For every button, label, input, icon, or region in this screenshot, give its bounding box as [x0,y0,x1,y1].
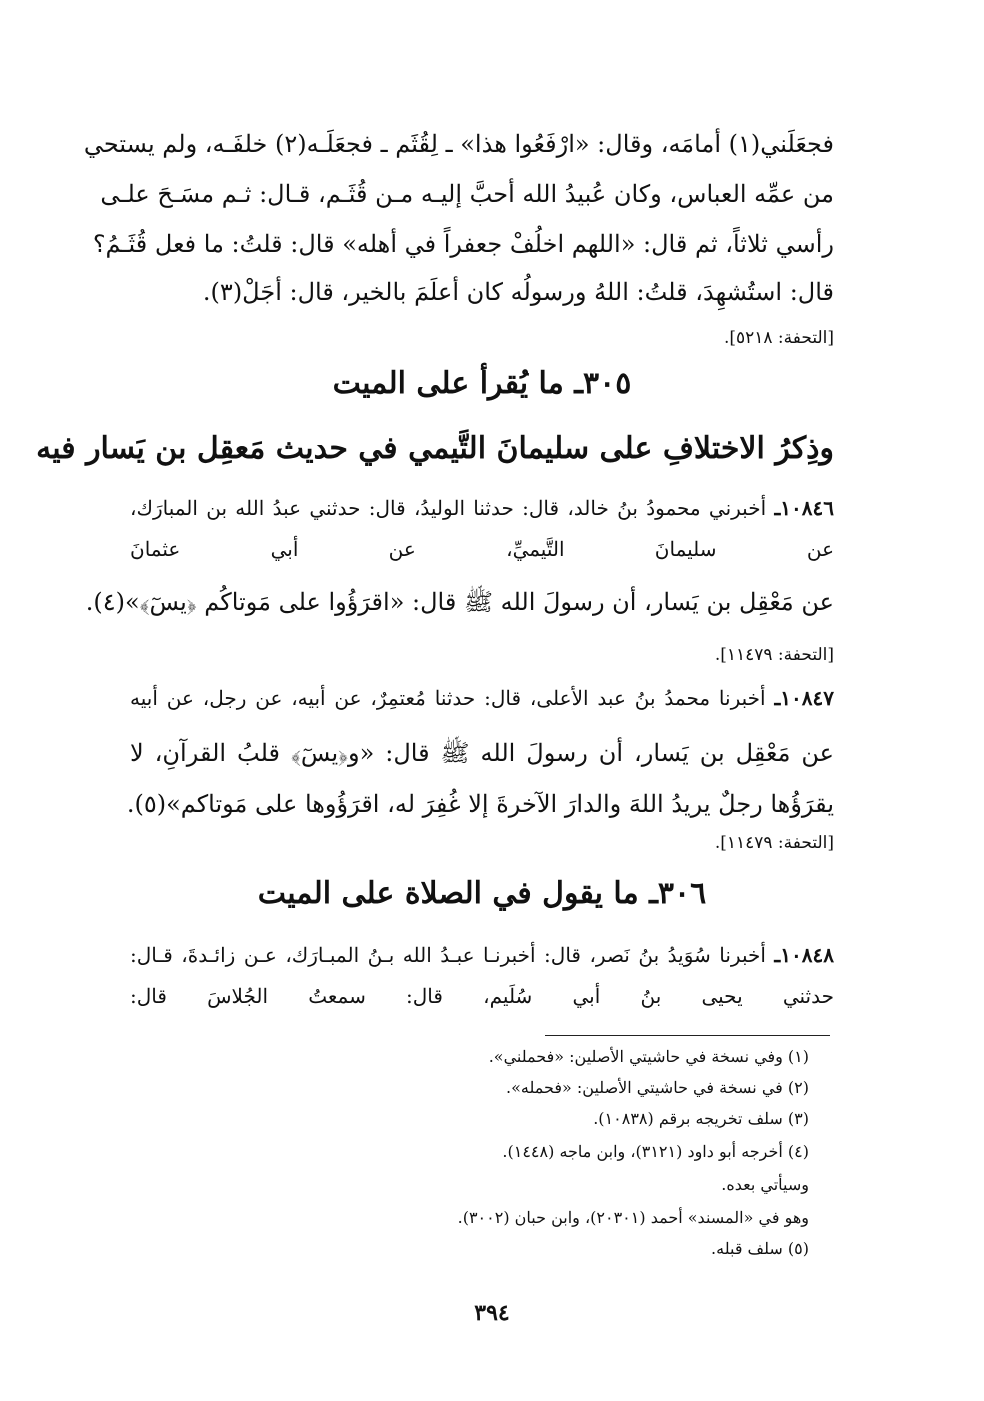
hadith-10846-matn: عن مَعْقِل بن يَسار، أن رسولَ الله ﷺ قال: «اقرَؤُوا على مَوتاكُم ﴿يسٓ﴾»(٤). [85,588,834,616]
footnote-1: (١) وفي نسخة في حاشيتي الأصلين: «فحملني». [488,1047,809,1066]
body-line-1: فجعَلَني(١) أمامَه، وقال: «ارْفَعُوا هذا» ـ لِقُثَم ـ فجعَلَـه(٢) خلفَـه، ولم يستحي [83,130,834,158]
footnote-2: (٢) في نسخة في حاشيتي الأصلين: «فحمله». [506,1078,809,1097]
footnote-3: (٣) سلف تخريجه برقم (١٠٨٣٨). [593,1109,809,1128]
tuhfa-reference-3: [التحفة: ١١٤٧٩]. [714,833,834,853]
body-line-4: قال: استُشهِدَ، قلتُ: اللهُ ورسولُه كان أعلَمَ بالخير، قال: أجَلْ(٣). [202,278,834,306]
body-line-2: من عمِّه العباس، وكان عُبيدُ الله أحبَّ إليـه مـن قُثَـم، قـال: ثـم مسَـحَ علـى [100,180,834,208]
hadith-text: أخبرني محمودُ بنُ خالد، قال: حدثنا الوليدُ، قال: حدثني عبدُ الله بن المبارَك، [130,496,767,520]
tuhfa-reference-1: [التحفة: ٥٢١٨]. [723,328,834,348]
chapter-306-title: ٣٠٦ـ ما يقول في الصلاة على الميت [257,876,707,911]
footnote-4-continued-1: وسيأتي بعده. [721,1175,809,1194]
tuhfa-reference-2: [التحفة: ١١٤٧٩]. [714,645,834,665]
footnote-separator [545,1035,830,1036]
chapter-305-subtitle: وذِكرُ الاختلافِ على سليمانَ التَّيمي في حديث مَعقِل بن يَسار فيه [36,431,834,466]
page-number: ٣٩٤ [474,1300,510,1326]
hadith-text: أخبرنا محمدُ بنُ عبد الأعلى، قال: حدثنا مُعتمِرٌ، عن أبيه، عن رجل، عن أبيه [130,686,766,710]
hadith-number: ١٠٨٤٦ـ [774,496,835,520]
body-line-3: رأسي ثلاثاً، ثم قال: «اللهم اخلُفْ جعفراً في أهله» قال: قلتُ: ما فعل قُثَـمُ؟ [92,230,834,258]
footnote-4-continued-2: وهو في «المسند» أحمد (٢٠٣٠١)، وابن حبان (٣٠٠٢). [457,1208,809,1227]
footnote-5: (٥) سلف قبله. [711,1239,809,1258]
footnote-4: (٤) أخرجه أبو داود (٣١٢١)، وابن ماجه (١٤٤٨). [502,1142,809,1161]
hadith-10847-matn-line-1: عن مَعْقِل بن يَسار، أن رسولَ الله ﷺ قال: «و﴿يسٓ﴾ قلبُ القرآنِ، لا [130,739,834,767]
hadith-10848-isnad-line-2: حدثني يحيى بنُ أبي سُلَيم، قال: سمعتُ الجُلاسَ قال: [130,984,834,1008]
hadith-10847-isnad [130,680,834,716]
hadith-number: ١٠٨٤٧ـ [774,686,835,710]
chapter-305-title: ٣٠٥ـ ما يُقرأ على الميت [332,366,632,401]
hadith-number: ١٠٨٤٨ـ [774,943,834,967]
hadith-10847-matn-line-2: يقرَؤُها رجلٌ يريدُ اللهَ والدارَ الآخرةَ إلا غُفِرَ له، اقرَؤُوها على مَوتاكم»(٥). [126,790,834,818]
hadith-10848-isnad-line-1 [130,937,834,973]
hadith-10846-isnad-line-1 [130,490,834,526]
hadith-10846-isnad-line-2: عن سليمانَ التَّيميِّ، عن أبي عثمانَ [130,537,834,561]
hadith-text: أخبرنا سُوَيدُ بنُ نَصر، قال: أخبرنـا عبـدُ الله بـنُ المبـارَك، عـن زائـدةَ، قـال: [130,943,766,967]
